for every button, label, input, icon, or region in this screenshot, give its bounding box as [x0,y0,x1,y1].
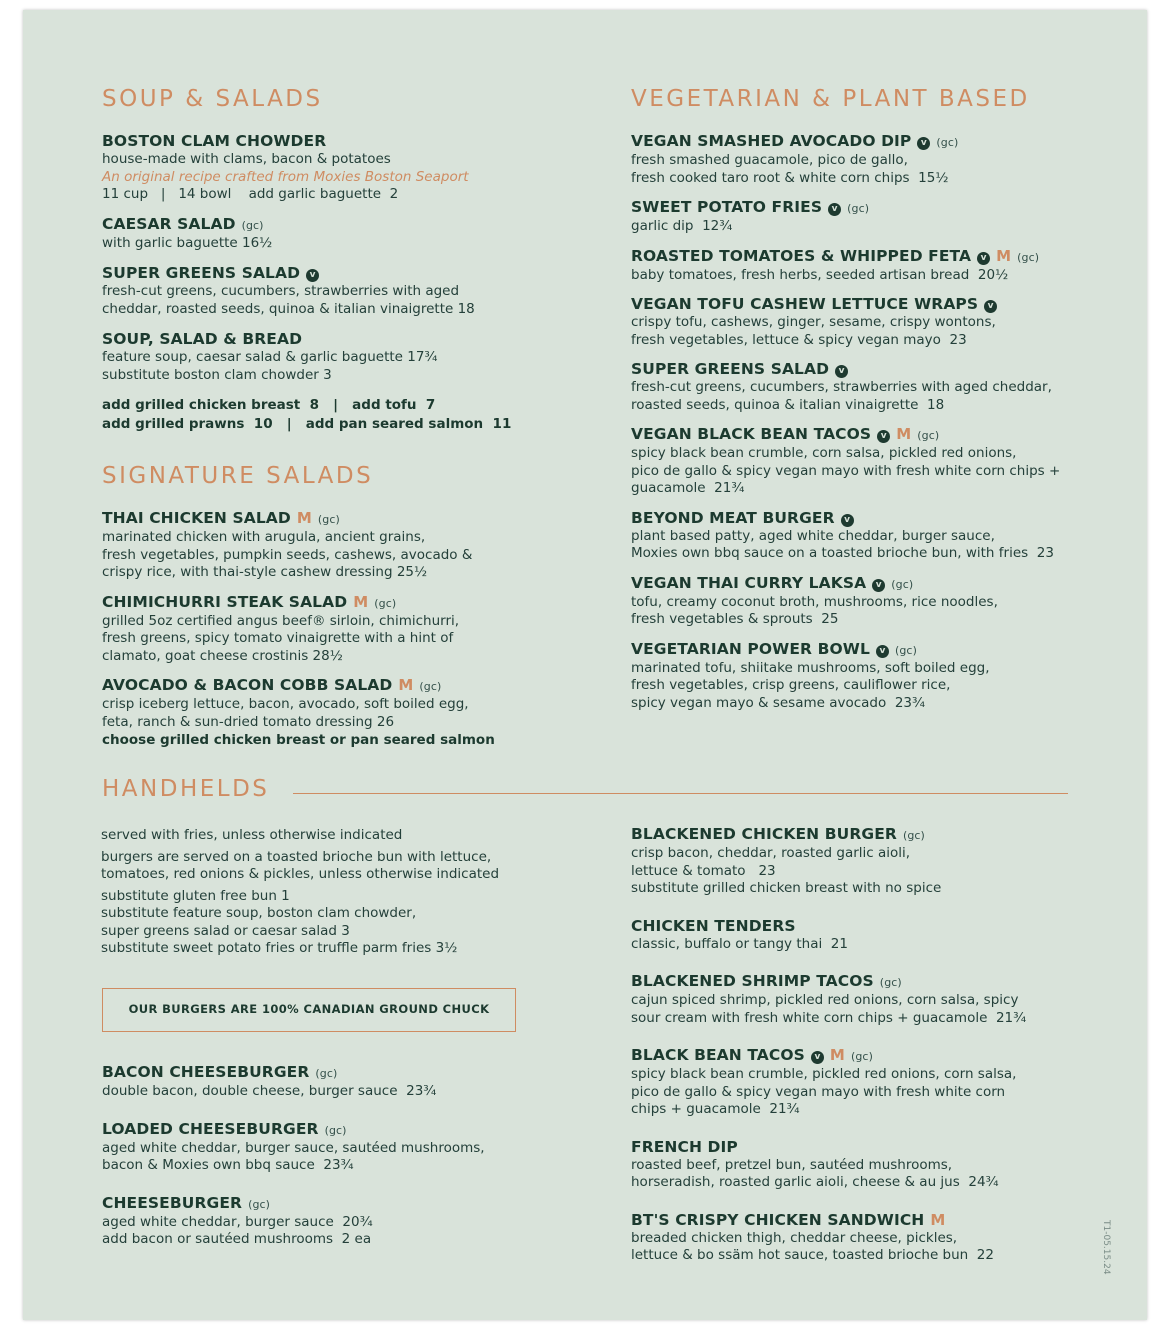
menu-item-chowder [102,132,582,204]
vegan-icon: v [877,430,890,443]
item-quote: An original recipe crafted from Moxies Boston Seaport [102,168,469,185]
item-name-row [631,972,1101,992]
vegetarian-heading: VEGETARIAN & PLANT BASED [631,86,1030,112]
item-name-row [631,247,1101,267]
menu-item [631,1046,1101,1119]
vegan-icon: v [984,300,997,313]
item-name: AVOCADO & BACON COBB SALAD [102,676,393,694]
item-name: BT'S CRISPY CHICKEN SANDWICH [631,1210,925,1229]
gluten-conscious-tag: (gc) [1017,250,1040,264]
m-badge: M [398,676,414,694]
item-name: FRENCH DIP [631,1137,738,1156]
menu-code: T1-05.15.24 [1101,1220,1111,1275]
item-desc: crisp iceberg lettuce, bacon, avocado, soft boiled egg, [102,696,469,712]
item-desc: crispy tofu, cashews, ginger, sesame, crispy wontons, [631,314,996,330]
vegetarian-list [631,132,1101,712]
item-desc: feta, ranch & sun-dried tomato dressing 26 [102,713,395,730]
gluten-conscious-tag: (gc) [902,829,925,842]
m-badge: M [996,246,1012,265]
item-name: ROASTED TOMATOES & WHIPPED FETA [631,246,972,265]
item-desc: spicy black bean crumble, pickled red onions, corn salsa, [631,1066,1017,1082]
vegetarian-section [631,86,1101,712]
m-badge: M [930,1210,946,1229]
gluten-conscious-tag: (gc) [374,596,397,610]
item-name: CHIMICHURRI STEAK SALAD [102,592,348,611]
item-name: SWEET POTATO FRIES [631,198,823,216]
item-desc: bacon & Moxies own bbq sauce 23¾ [102,1157,354,1173]
item-name: VEGAN THAI CURRY LAKSA [631,573,867,592]
canadian-chuck-banner: OUR BURGERS ARE 100% CANADIAN GROUND CHUCK [102,988,516,1032]
item-desc: spicy black bean crumble, corn salsa, pickled red onions, [631,445,1017,461]
item-name-row [102,1063,582,1083]
item-name-row [102,1194,582,1214]
item-desc: roasted beef, pretzel bun, sautéed mushrooms, [631,1156,953,1173]
menu-item [631,640,1101,713]
m-badge: M [296,509,312,527]
item-name: BEYOND MEAT BURGER [631,508,835,527]
item-desc: lettuce & bo ssäm hot sauce, toasted brioche bun 22 [631,1247,994,1263]
item-name: BLACK BEAN TACOS [631,1046,805,1064]
item-desc: cajun spiced shrimp, pickled red onions, corn salsa, spicy [631,992,1019,1008]
menu-item [102,1194,582,1249]
item-name: VEGAN TOFU CASHEW LETTUCE WRAPS [631,295,979,313]
menu-item [631,972,1101,1027]
item-name-row [102,1120,582,1140]
item-desc: house-made with clams, bacon & potatoes [102,151,391,167]
item-desc: double bacon, double cheese, burger sauce 23¾ [102,1083,437,1099]
vegan-icon: v [835,365,848,378]
menu-item-caesar [102,215,582,253]
menu-item [631,198,1101,236]
item-desc: pico de gallo & spicy vegan mayo with fresh white corn chips + [631,462,1061,479]
item-name-row [102,593,582,613]
item-name: BACON CHEESEBURGER [102,1063,310,1081]
item-name-row [631,825,1101,845]
item-name: BLACKENED SHRIMP TACOS [631,972,874,990]
item-desc: clamato, goat cheese crostinis 28½ [102,647,343,664]
item-name-row [631,295,1101,314]
menu-item [631,425,1101,498]
gluten-conscious-tag: (gc) [894,643,917,657]
gluten-conscious-tag: (gc) [847,202,870,215]
item-desc: cheddar, roasted seeds, quinoa & italian vinaigrette 18 [102,300,475,317]
item-name-row [631,917,1101,936]
vegan-icon: v [828,203,841,216]
item-desc: horseradish, roasted garlic aioli, cheese & au jus 24¾ [631,1174,999,1190]
gluten-conscious-tag: (gc) [248,1197,271,1211]
item-price: 11 cup | 14 bowl add garlic baguette 2 [102,186,399,202]
item-desc: aged white cheddar, burger sauce 20¾ [102,1213,373,1230]
gluten-conscious-tag: (gc) [241,218,264,232]
item-name-row [631,425,1101,445]
item-name-row [102,509,582,529]
item-desc: fresh vegetables & sprouts 25 [631,611,839,627]
item-desc: crisp bacon, cheddar, roasted garlic aioli, [631,845,911,861]
item-desc: plant based patty, aged white cheddar, burger sauce, [631,527,995,544]
note-line: burgers are served on a toasted brioche bun with lettuce, [101,848,492,865]
handhelds-notes [101,827,571,958]
menu-item [631,917,1101,954]
menu-item [631,825,1101,898]
item-name: SUPER GREENS SALAD [102,264,301,282]
gluten-conscious-tag: (gc) [419,680,442,693]
item-desc: marinated tofu, shiitake mushrooms, soft boiled egg, [631,659,990,676]
item-desc: substitute grilled chicken breast with no spice [631,880,942,896]
gluten-conscious-tag: (gc) [324,1123,347,1137]
item-name: LOADED CHEESEBURGER [102,1119,319,1138]
item-desc: roasted seeds, quinoa & italian vinaigrette 18 [631,396,945,413]
item-desc: breaded chicken thigh, cheddar cheese, pickles, [631,1229,958,1246]
note-line: served with fries, unless otherwise indicated [101,827,403,843]
menu-item [102,1063,582,1101]
item-name: SUPER GREENS SALAD [631,360,830,378]
soup-salads-section [102,86,582,434]
item-desc: fresh cooked taro root & white corn chips 15½ [631,169,949,186]
item-name: THAI CHICKEN SALAD [102,509,291,527]
vegan-icon: v [917,137,930,150]
item-name-row [102,215,582,235]
menu-item-soup-salad-bread [102,330,582,384]
item-desc: tofu, creamy coconut broth, mushrooms, rice noodles, [631,593,998,610]
item-desc: chips + guacamole 21¾ [631,1101,800,1117]
item-desc: crispy rice, with thai-style cashew dressing 25½ [102,564,428,580]
vegan-icon: v [841,514,854,527]
item-desc: fresh vegetables, lettuce & spicy vegan mayo 23 [631,331,967,348]
item-desc: fresh vegetables, crisp greens, cauliflower rice, [631,677,951,693]
note-line: tomatoes, red onions & pickles, unless otherwise indicated [101,866,500,882]
gluten-conscious-tag: (gc) [317,513,340,526]
item-name-row [102,264,582,283]
soup-salads-heading: SOUP & SALADS [102,86,323,112]
item-desc: spicy vegan mayo & sesame avocado 23¾ [631,694,926,711]
item-name: VEGAN SMASHED AVOCADO DIP [631,132,912,150]
addons-block [102,396,582,434]
item-name: SOUP, SALAD & BREAD [102,330,303,348]
item-desc: sour cream with fresh white corn chips + guacamole 21¾ [631,1009,1027,1026]
vegan-icon: v [876,645,889,658]
item-name-row [102,676,582,696]
gluten-conscious-tag: (gc) [315,1067,338,1080]
item-name-row [631,574,1101,594]
item-name-row [631,640,1101,660]
item-desc: fresh-cut greens, cucumbers, strawberries with aged [102,283,460,299]
addons-line: add grilled prawns 10 | add pan seared salmon 11 [102,416,512,432]
item-name: CHICKEN TENDERS [631,916,796,935]
item-desc: add bacon or sautéed mushrooms 2 ea [102,1231,372,1247]
item-desc: lettuce & tomato 23 [631,862,776,879]
vegan-icon: v [977,252,990,265]
item-desc: aged white cheddar, burger sauce, sautéed mushrooms, [102,1139,485,1156]
vegan-icon: v [811,1051,824,1064]
item-desc: garlic dip 12¾ [631,218,733,234]
menu-item [631,247,1101,285]
menu-item [631,132,1101,187]
item-name: VEGAN BLACK BEAN TACOS [631,425,872,443]
item-name: VEGETARIAN POWER BOWL [631,639,870,658]
menu-item [631,1211,1101,1265]
handhelds-heading-wrap [102,776,582,802]
note-line: substitute feature soup, boston clam chowder, [101,905,417,921]
gluten-conscious-tag: (gc) [879,976,902,989]
section-divider [293,793,1068,794]
menu-item-super-greens [102,264,582,318]
item-desc: with garlic baguette 16½ [102,234,273,251]
menu-page [23,10,1147,1320]
item-desc: baby tomatoes, fresh herbs, seeded artisan bread 20½ [631,266,1009,283]
signature-salads-heading: SIGNATURE SALADS [102,463,374,489]
item-desc: marinated chicken with arugula, ancient grains, [102,529,426,545]
menu-item [631,509,1101,563]
vegan-icon: v [872,579,885,592]
item-desc: classic, buffalo or tangy thai 21 [631,935,848,952]
item-name-row [631,1046,1101,1066]
menu-item [631,295,1101,349]
item-desc: pico de gallo & spicy vegan mayo with fresh white corn [631,1083,1006,1100]
item-name: BLACKENED CHICKEN BURGER [631,825,897,843]
gluten-conscious-tag: (gc) [936,136,959,149]
item-name-row [631,198,1101,218]
handhelds-left-list [102,1063,582,1249]
item-name-row [631,1211,1101,1230]
menu-item [631,1138,1101,1192]
note-line: substitute sweet potato fries or truffle parm fries 3½ [101,940,458,956]
menu-item [631,360,1101,414]
item-name: CHEESEBURGER [102,1193,243,1212]
gluten-conscious-tag: (gc) [850,1050,873,1063]
addons-line: add grilled chicken breast 8 | add tofu 7 [102,397,436,413]
item-desc: feature soup, caesar salad & garlic baguette 17¾ [102,349,438,365]
vegan-icon: v [306,269,319,282]
handhelds-heading: HANDHELDS [102,776,270,802]
item-desc: guacamole 21¾ [631,480,745,496]
m-badge: M [829,1046,845,1064]
item-desc: fresh-cut greens, cucumbers, strawberries with aged cheddar, [631,379,1052,395]
handhelds-right-list [631,825,1101,1265]
signature-salads-section [102,463,582,750]
item-desc: fresh vegetables, pumpkin seeds, cashews, avocado & [102,546,473,563]
gluten-conscious-tag: (gc) [891,577,914,591]
item-choice: choose grilled chicken breast or pan seared salmon [102,732,495,748]
menu-item-cobb [102,676,582,750]
item-name-row [631,1138,1101,1157]
item-desc: fresh greens, spicy tomato vinaigrette with a hint of [102,630,454,646]
item-desc: grilled 5oz certified angus beef® sirloin, chimichurri, [102,612,460,629]
item-name-row [631,509,1101,528]
gluten-conscious-tag: (gc) [917,429,940,442]
menu-item-thai-chicken [102,509,582,582]
item-name: CAESAR SALAD [102,214,236,233]
item-desc: Moxies own bbq sauce on a toasted brioche bun, with fries 23 [631,545,1054,561]
item-name-row [631,360,1101,379]
menu-item [631,574,1101,629]
note-line: substitute gluten free bun 1 [101,887,290,904]
menu-item [102,1120,582,1175]
m-badge: M [353,592,369,611]
item-name: BOSTON CLAM CHOWDER [102,132,327,150]
menu-item-chimichurri [102,593,582,666]
item-desc: substitute boston clam chowder 3 [102,366,332,383]
item-name-row [631,132,1101,152]
item-desc: fresh smashed guacamole, pico de gallo, [631,152,908,168]
note-line: super greens salad or caesar salad 3 [101,922,350,939]
m-badge: M [896,425,912,443]
